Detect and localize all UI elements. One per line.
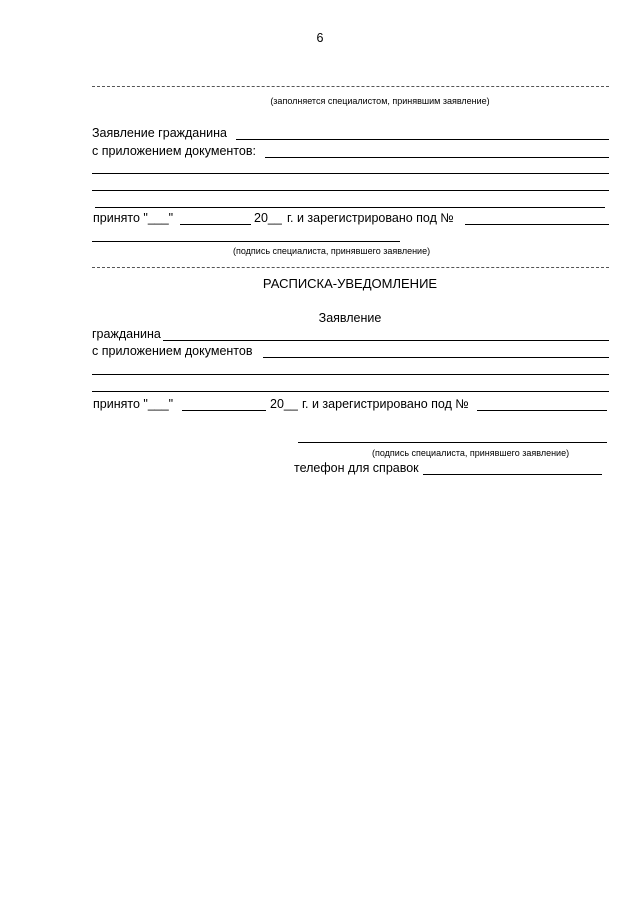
accepted-month-field[interactable] [180,224,251,225]
cut-line-middle [92,267,609,268]
receipt-documents-field-line-3[interactable] [92,391,609,392]
year-prefix: 20__ [254,211,282,225]
receipt-with-documents-label: с приложением документов [92,344,253,358]
documents-field-line-3[interactable] [92,190,609,191]
with-documents-label: с приложением документов: [92,144,256,158]
registered-label: г. и зарегистрировано под № [287,211,454,225]
receipt-signature-note: (подпись специалиста, принявшего заявление) [372,448,570,458]
documents-field-line-2[interactable] [92,173,609,174]
receipt-accepted-prefix: принято "___" [93,397,174,411]
signature-field[interactable] [92,241,400,242]
receipt-subtitle: Заявление [318,311,382,325]
receipt-registered-label: г. и зарегистрировано под № [302,397,469,411]
receipt-accepted-month-field[interactable] [182,410,266,411]
receipt-documents-field[interactable] [263,357,609,358]
documents-field-line-4[interactable] [95,207,605,208]
filled-by-note: (заполняется специалистом, принявшим заявление) [270,96,490,106]
signature-note: (подпись специалиста, принявшего заявление) [233,246,431,256]
page-number: 6 [316,31,324,45]
cut-line-top [92,86,609,87]
phone-field[interactable] [423,474,602,475]
receipt-title: РАСПИСКА-УВЕДОМЛЕНИЕ [262,276,438,291]
receipt-citizen-field[interactable] [163,340,609,341]
registration-number-field[interactable] [465,224,609,225]
receipt-documents-field-line-2[interactable] [92,374,609,375]
receipt-signature-field[interactable] [298,442,607,443]
accepted-prefix: принято "___" [93,211,174,225]
phone-label: телефон для справок [294,461,419,475]
receipt-registration-number-field[interactable] [477,410,607,411]
documents-field[interactable] [265,157,609,158]
citizen-statement-label: Заявление гражданина [92,126,227,140]
receipt-year-prefix: 20__ [270,397,298,411]
citizen-label: гражданина [92,327,161,341]
citizen-name-field[interactable] [236,139,609,140]
